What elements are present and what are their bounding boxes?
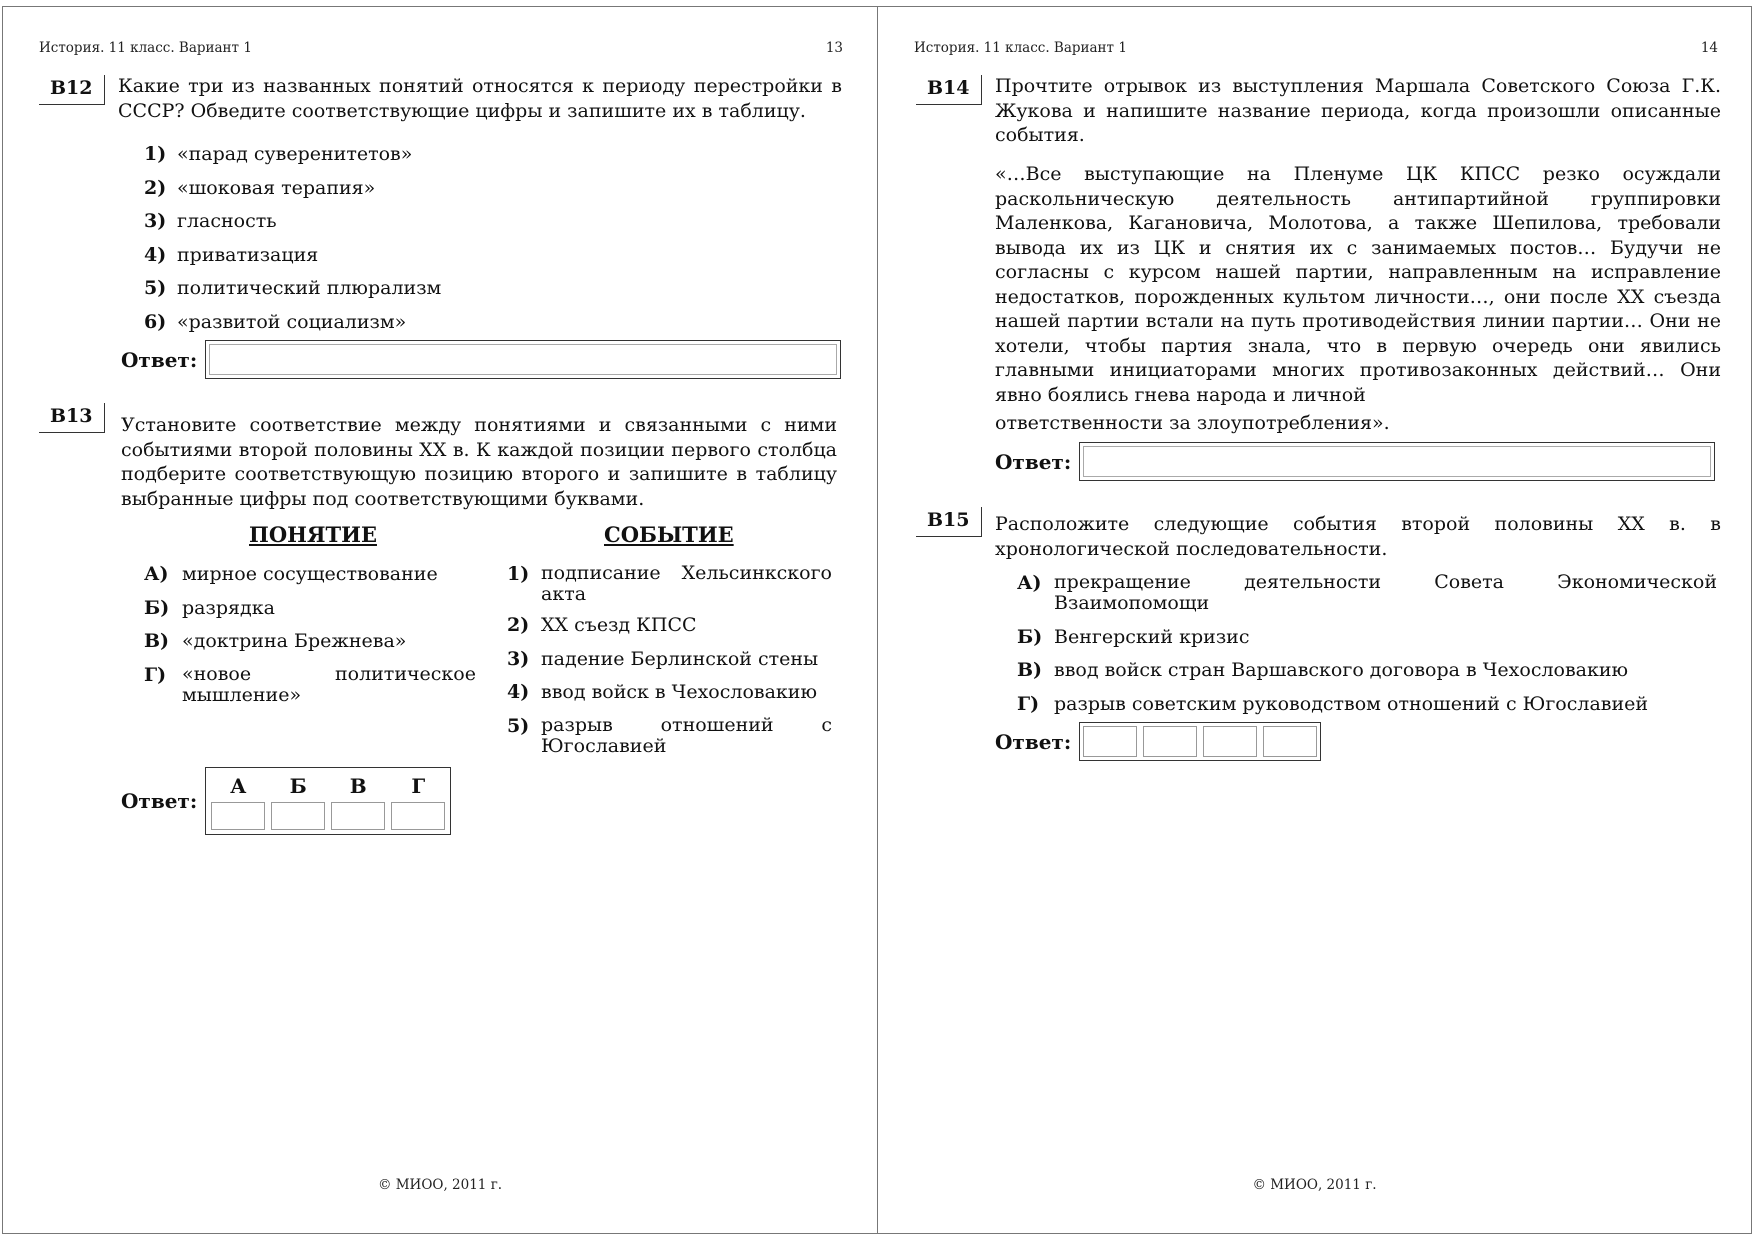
table-header: Г: [411, 774, 426, 798]
answer-label: Ответ:: [995, 729, 1072, 754]
events-list: [507, 563, 832, 768]
answer-label: Ответ:: [995, 449, 1072, 474]
column-heading: СОБЫТИЕ: [604, 522, 734, 547]
footer-copyright: © МИОО, 2011 г.: [1252, 1177, 1377, 1193]
quote-end: ответственности за злоупотребления».: [995, 412, 1390, 434]
list-item: 2) XX съезд КПСС: [507, 614, 697, 636]
table-header: Б: [289, 774, 307, 798]
options-list: [144, 143, 744, 344]
list-item: Г) «новое политическое мышление»: [144, 662, 476, 706]
list-item: 1) подписание Хельсинкского акта: [507, 562, 832, 605]
task-question: Какие три из названных понятий относятся к периоду перестройки в СССР? Обведите соответствующие цифры и запишите их в таблицу.: [118, 75, 842, 122]
header-title: История. 11 класс. Вариант 1: [914, 40, 1127, 56]
header-title: История. 11 класс. Вариант 1: [39, 40, 252, 56]
table-header: А: [230, 774, 247, 798]
answer-table: [205, 767, 451, 835]
footer-copyright: © МИОО, 2011 г.: [377, 1177, 503, 1193]
options-list: [1017, 572, 1717, 726]
list-item: 4) ввод войск в Чехословакию: [507, 681, 818, 703]
list-item: 1) «парад суверенитетов»: [144, 143, 413, 165]
answer-row: [121, 767, 451, 835]
answer-cell[interactable]: [331, 802, 385, 830]
task-question: Прочтите отрывок из выступления Маршала Советского Союза Г.К. Жукова и напишите название периода, когда произошли описанные события.: [995, 75, 1721, 146]
answer-cell[interactable]: [1143, 726, 1197, 757]
task-question: Расположите следующие события второй половины XX в. в хронологической последовательности.: [995, 513, 1721, 560]
list-item: А) мирное сосуществование: [144, 563, 438, 585]
list-item: 3) падение Берлинской стены: [507, 647, 819, 670]
page-number: 14: [1700, 40, 1718, 56]
list-item: 2) «шоковая терапия»: [144, 176, 376, 199]
answer-cell[interactable]: [1263, 726, 1317, 757]
table-header: В: [349, 774, 367, 798]
answer-row: [995, 722, 1321, 761]
answer-label: Ответ:: [121, 789, 198, 813]
answer-cells: [1079, 722, 1321, 761]
list-item: 4) приватизация: [144, 243, 319, 266]
page-right: [877, 6, 1752, 1234]
task-question: Установите соответствие между понятиями и связанными с ними событиями второй половины XX в. К каждой позиции первого столбца подберите соответствующую позицию второго и запишите в таблицу выбранные цифры под соответствующими буквами.: [121, 414, 837, 510]
answer-cell[interactable]: [391, 802, 445, 830]
list-item: 5) политический плюрализм: [144, 277, 442, 299]
answer-cell[interactable]: [271, 802, 325, 830]
list-item: А) прекращение деятельности Совета Экономической Взаимопомощи: [1017, 571, 1717, 614]
list-item: 6) «развитой социализм»: [144, 310, 407, 333]
quote-text: «…Все выступающие на Пленуме ЦК КПСС резко осуждали раскольническую деятельность антипартийной группировки Маленкова, Кагановича, Молотова, а также Шепилова, требовали вывода их из ЦК и снятия их с занимаемых постов… Будучи не согласны с курсом нашей партии, направленным на исправление недостатков, порожденных культом личности…, они после XX съезда нашей партии встали на путь противодействия линии партии… Они не хотели, чтобы партия знала, что в первую очередь они явились главными инициаторами многих противозаконных действий… Они явно боялись гнева народа и личной: [995, 163, 1721, 406]
task-label: В15: [916, 507, 982, 537]
task-label: В14: [916, 75, 982, 105]
list-item: 5) разрыв отношений с Югославией: [507, 713, 832, 757]
list-item: Б) Венгерский кризис: [1017, 625, 1250, 648]
answer-row: [995, 442, 1715, 481]
answer-cell[interactable]: [1203, 726, 1257, 757]
answer-field[interactable]: [1079, 442, 1715, 481]
list-item: В) ввод войск стран Варшавского договора в Чехословакию: [1017, 659, 1629, 681]
page-number: 13: [825, 40, 843, 56]
page-left: [2, 6, 878, 1234]
list-item: Г) разрыв советским руководством отношений с Югославией: [1017, 692, 1649, 715]
answer-cell[interactable]: [1083, 726, 1137, 757]
task-label: В13: [39, 403, 105, 433]
list-item: Б) разрядка: [144, 596, 275, 619]
answer-field[interactable]: [205, 340, 841, 379]
concepts-list: [144, 563, 476, 717]
list-item: 3) гласность: [144, 210, 277, 232]
answer-row: [121, 340, 841, 379]
column-heading: ПОНЯТИЕ: [249, 522, 377, 547]
answer-cell[interactable]: [211, 802, 265, 830]
task-label: В12: [39, 75, 105, 105]
answer-label: Ответ:: [121, 347, 198, 372]
list-item: В) «доктрина Брежнева»: [144, 630, 407, 652]
